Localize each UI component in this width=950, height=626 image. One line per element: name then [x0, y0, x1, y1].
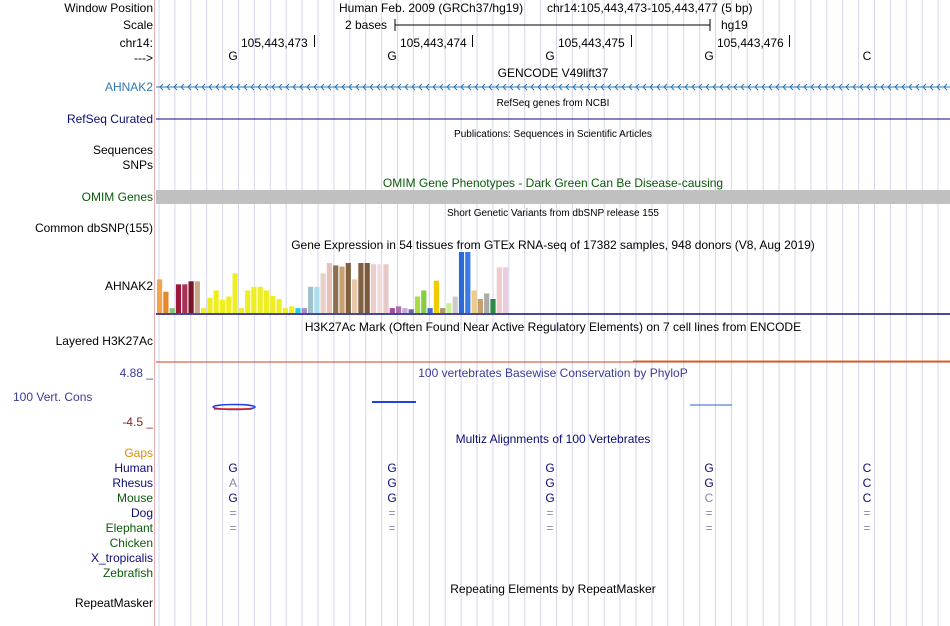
species-label[interactable]: Elephant — [105, 521, 153, 535]
aligned-base: C — [704, 491, 714, 505]
aligned-base: = — [388, 506, 396, 520]
gencode-gene-model[interactable] — [156, 80, 950, 94]
gtex-tissue-bar — [258, 287, 263, 313]
gtex-tissue-bar — [327, 263, 332, 313]
gtex-track-title[interactable]: Gene Expression in 54 tissues from GTEx RNA-seq of 17382 samples, 948 donors (V8, Aug 2019) — [291, 238, 815, 252]
scale-bar — [394, 17, 714, 33]
gtex-tissue-bar — [245, 290, 250, 313]
gtex-tissue-bar — [383, 264, 388, 313]
h3k27ac-signal[interactable] — [156, 358, 950, 364]
coord-tick-label: 105,443,473 — [241, 36, 308, 50]
publications-sequences-label[interactable]: Sequences — [92, 143, 153, 157]
coord-tick-label: 105,443,476 — [717, 36, 784, 50]
aligned-base: = — [388, 521, 396, 535]
gtex-tissue-bar — [201, 308, 206, 313]
gtex-tissue-bar — [409, 309, 414, 313]
species-label[interactable]: Rhesus — [112, 476, 153, 490]
gtex-tissue-bar — [189, 281, 194, 313]
gtex-tissue-bar — [390, 308, 395, 313]
aligned-base: G — [545, 476, 555, 490]
gtex-tissue-bar — [270, 296, 275, 313]
species-label[interactable]: X_tropicalis — [90, 551, 153, 565]
gtex-tissue-bar — [453, 297, 458, 314]
gtex-tissue-bar — [207, 298, 212, 313]
species-label[interactable]: Chicken — [109, 536, 153, 550]
coord-tick — [631, 35, 632, 47]
aligned-base: = — [546, 506, 554, 520]
gtex-gene-label[interactable]: AHNAK2 — [104, 279, 153, 293]
gtex-tissue-bar — [421, 290, 426, 313]
aligned-base: = — [863, 521, 871, 535]
aligned-base: A — [228, 476, 237, 490]
gtex-tissue-bar — [308, 287, 313, 313]
gtex-tissue-bar — [415, 297, 420, 314]
track-label-divider — [154, 0, 155, 626]
gtex-tissue-bar — [377, 264, 382, 313]
aligned-base: C — [862, 461, 872, 475]
refseq-gene-model[interactable] — [156, 112, 950, 126]
aligned-base: G — [545, 461, 555, 475]
gtex-tissue-bar — [302, 308, 307, 313]
gtex-tissue-bar — [358, 263, 363, 313]
aligned-base: G — [387, 476, 397, 490]
species-label[interactable]: Zebrafish — [102, 566, 153, 580]
gencode-track-title[interactable]: GENCODE V49lift37 — [497, 66, 609, 80]
gtex-tissue-bar — [428, 308, 433, 313]
gtex-tissue-bar — [277, 299, 282, 313]
gtex-tissue-bar — [289, 306, 294, 313]
repeatmasker-track-title[interactable]: Repeating Elements by RepeatMasker — [450, 582, 656, 596]
h3k27ac-track-label[interactable]: Layered H3K27Ac — [55, 334, 153, 348]
gtex-tissue-bar — [503, 267, 508, 313]
gtex-tissue-bar — [195, 281, 200, 313]
gtex-tissue-bar — [472, 290, 477, 313]
gtex-tissue-bar — [283, 308, 288, 313]
omim-track-label[interactable]: OMIM Genes — [81, 190, 153, 204]
gtex-tissue-bar — [434, 281, 439, 313]
aligned-base: C — [862, 491, 872, 505]
gtex-tissue-bar — [163, 292, 168, 313]
gtex-tissue-bar — [459, 252, 464, 313]
gtex-tissue-bar — [239, 308, 244, 313]
gtex-tissue-bar — [157, 279, 162, 313]
gtex-tissue-bar — [490, 299, 495, 313]
gtex-tissue-bar — [314, 287, 319, 313]
publications-snps-label[interactable]: SNPs — [122, 158, 153, 172]
multiz-track-title[interactable]: Multiz Alignments of 100 Vertebrates — [455, 432, 651, 446]
gtex-tissue-bar — [170, 308, 175, 313]
scale-text: 2 bases — [345, 18, 388, 32]
ref-base: G — [704, 49, 714, 63]
species-label[interactable]: Gaps — [124, 446, 153, 460]
gtex-tissue-bar — [226, 297, 231, 314]
coord-tick — [472, 35, 473, 47]
h3k27ac-track-title[interactable]: H3K27Ac Mark (Often Found Near Active Regulatory Elements) on 7 cell lines from ENCODE — [304, 320, 802, 334]
dbsnp-track-title[interactable]: Short Genetic Variants from dbSNP release 155 — [447, 208, 659, 219]
aligned-base: G — [228, 461, 238, 475]
refseq-track-label[interactable]: RefSeq Curated — [66, 112, 153, 126]
assembly-name: Human Feb. 2009 (GRCh37/hg19) — [339, 1, 524, 15]
aligned-base: = — [705, 521, 713, 535]
ref-base: C — [862, 49, 872, 63]
aligned-base: G — [545, 491, 555, 505]
aligned-base: G — [704, 476, 714, 490]
coord-tick — [789, 35, 790, 47]
aligned-base: = — [546, 521, 554, 535]
gtex-tissue-bar — [402, 308, 407, 313]
gtex-tissue-bar — [440, 308, 445, 313]
conservation-track-label[interactable]: 100 Vert. Cons — [13, 390, 93, 404]
species-label[interactable]: Human — [114, 461, 153, 475]
aligned-base: G — [387, 491, 397, 505]
aligned-base: = — [705, 506, 713, 520]
gtex-tissue-bar — [233, 273, 238, 313]
gtex-tissue-bar — [446, 303, 451, 313]
window-position-label: Window Position — [64, 1, 153, 15]
gtex-tissue-bar — [295, 308, 300, 313]
gtex-tissue-bar — [478, 299, 483, 313]
conservation-track-title[interactable]: 100 vertebrates Basewise Conservation by PhyloP — [418, 366, 688, 380]
gtex-tissue-bar — [176, 284, 181, 313]
aligned-base: = — [229, 506, 237, 520]
gtex-expression-bars[interactable] — [156, 252, 950, 316]
gtex-tissue-bar — [396, 306, 401, 313]
gtex-tissue-bar — [214, 290, 219, 313]
gtex-tissue-bar — [497, 267, 502, 313]
aligned-base: G — [704, 461, 714, 475]
gtex-tissue-bar — [365, 263, 370, 313]
coord-tick-label: 105,443,474 — [400, 36, 467, 50]
ref-base: G — [228, 49, 238, 63]
species-label[interactable]: Mouse — [116, 491, 153, 505]
chrom-label: chr14: — [119, 36, 153, 50]
conservation-signal[interactable] — [156, 398, 950, 414]
aligned-base: = — [863, 506, 871, 520]
gtex-tissue-bar — [484, 294, 489, 314]
aligned-base: G — [228, 491, 238, 505]
gtex-tissue-bar — [220, 300, 225, 313]
gtex-tissue-bar — [251, 287, 256, 313]
gtex-tissue-bar — [264, 290, 269, 313]
ref-base: G — [545, 49, 555, 63]
repeatmasker-track-label[interactable]: RepeatMasker — [74, 596, 153, 610]
refseq-track-title[interactable]: RefSeq genes from NCBI — [496, 98, 610, 109]
conservation-min-label: -4.5 _ — [122, 415, 153, 429]
omim-track-title[interactable]: OMIM Gene Phenotypes - Dark Green Can Be Disease-causing — [382, 176, 724, 190]
coord-tick — [314, 35, 315, 47]
coord-tick-label: 105,443,475 — [558, 36, 625, 50]
scale-label: Scale — [122, 18, 153, 32]
aligned-base: C — [862, 476, 872, 490]
gtex-tissue-bar — [346, 263, 351, 313]
scale-db: hg19 — [721, 18, 748, 32]
gtex-tissue-bar — [182, 284, 187, 313]
gtex-tissue-bar — [352, 279, 357, 313]
publications-track-title[interactable]: Publications: Sequences in Scientific Articles — [454, 129, 652, 140]
gtex-tissue-bar — [371, 264, 376, 313]
ref-base: G — [387, 49, 397, 63]
species-label[interactable]: Dog — [130, 506, 153, 520]
strand-label: ---> — [134, 51, 153, 65]
gtex-tissue-bar — [339, 267, 344, 313]
gtex-tissue-bar — [333, 265, 338, 313]
aligned-base: = — [229, 521, 237, 535]
aligned-base: G — [387, 461, 397, 475]
gtex-tissue-bar — [465, 252, 470, 313]
dbsnp-track-label[interactable]: Common dbSNP(155) — [34, 221, 153, 235]
omim-feature-bar[interactable] — [156, 190, 950, 204]
gencode-gene-label[interactable]: AHNAK2 — [104, 80, 153, 94]
gtex-tissue-bar — [321, 273, 326, 313]
position-readout[interactable]: chr14:105,443,473-105,443,477 (5 bp) — [547, 1, 753, 15]
conservation-max-label: 4.88 _ — [119, 366, 153, 380]
